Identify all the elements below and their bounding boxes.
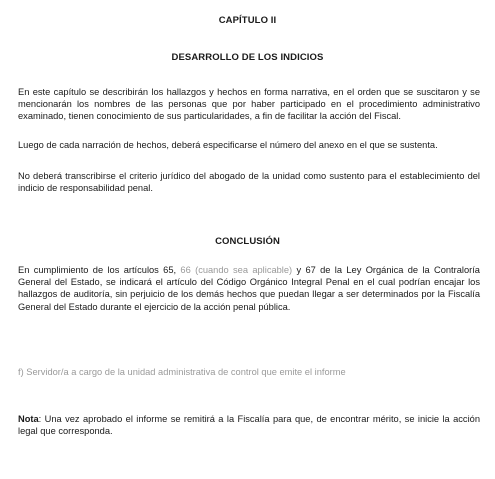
chapter-paragraph-3: No deberá transcribirse el criterio jurídico del abogado de la unidad como sustento para el establecimiento del indicio de responsabilidad penal.: [18, 171, 480, 194]
conclusion-text-after: y 67 de la Ley Orgánica de la Contraloría General del Estado, se indicará el artículo del Código Orgánico Integral Penal en el cual podrían encajar los hallazgos de auditoría, sin perjuicio de los demás hechos que puedan llegar a ser determinados por la Fiscalía General del Estado durante el ejercicio de la acción penal pública.: [18, 265, 480, 312]
signature-line: f) Servidor/a a cargo de la unidad administrativa de control que emite el informe: [18, 367, 346, 377]
conclusion-title: CONCLUSIÓN: [215, 236, 280, 247]
conclusion-text-muted: 66 (cuando sea aplicable): [180, 265, 293, 275]
note-label: Nota: [18, 414, 39, 424]
chapter-subtitle: DESARROLLO DE LOS INDICIOS: [171, 52, 324, 63]
conclusion-text-before: En cumplimiento de los artículos 65,: [18, 265, 181, 275]
note-paragraph: [18, 413, 480, 437]
conclusion-paragraph: [18, 264, 480, 313]
chapter-title: CAPÍTULO II: [218, 15, 277, 26]
chapter-paragraph-2: Luego de cada narración de hechos, deberá especificarse el número del anexo en el que se sustenta.: [18, 140, 438, 150]
note-text: : Una vez aprobado el informe se remitirá a la Fiscalía para que, de encontrar mérito, se inicie la acción legal que corresponda.: [18, 414, 480, 437]
chapter-paragraph-1: En este capítulo se describirán los hallazgos y hechos en forma narrativa, en el orden que se suscitaron y se mencionarán los nombres de las personas que por haber participado en el procedimiento administrativo examinado, tienen conocimiento de sus particularidades, a fin de facilitar la acción del Fiscal.: [18, 87, 480, 122]
